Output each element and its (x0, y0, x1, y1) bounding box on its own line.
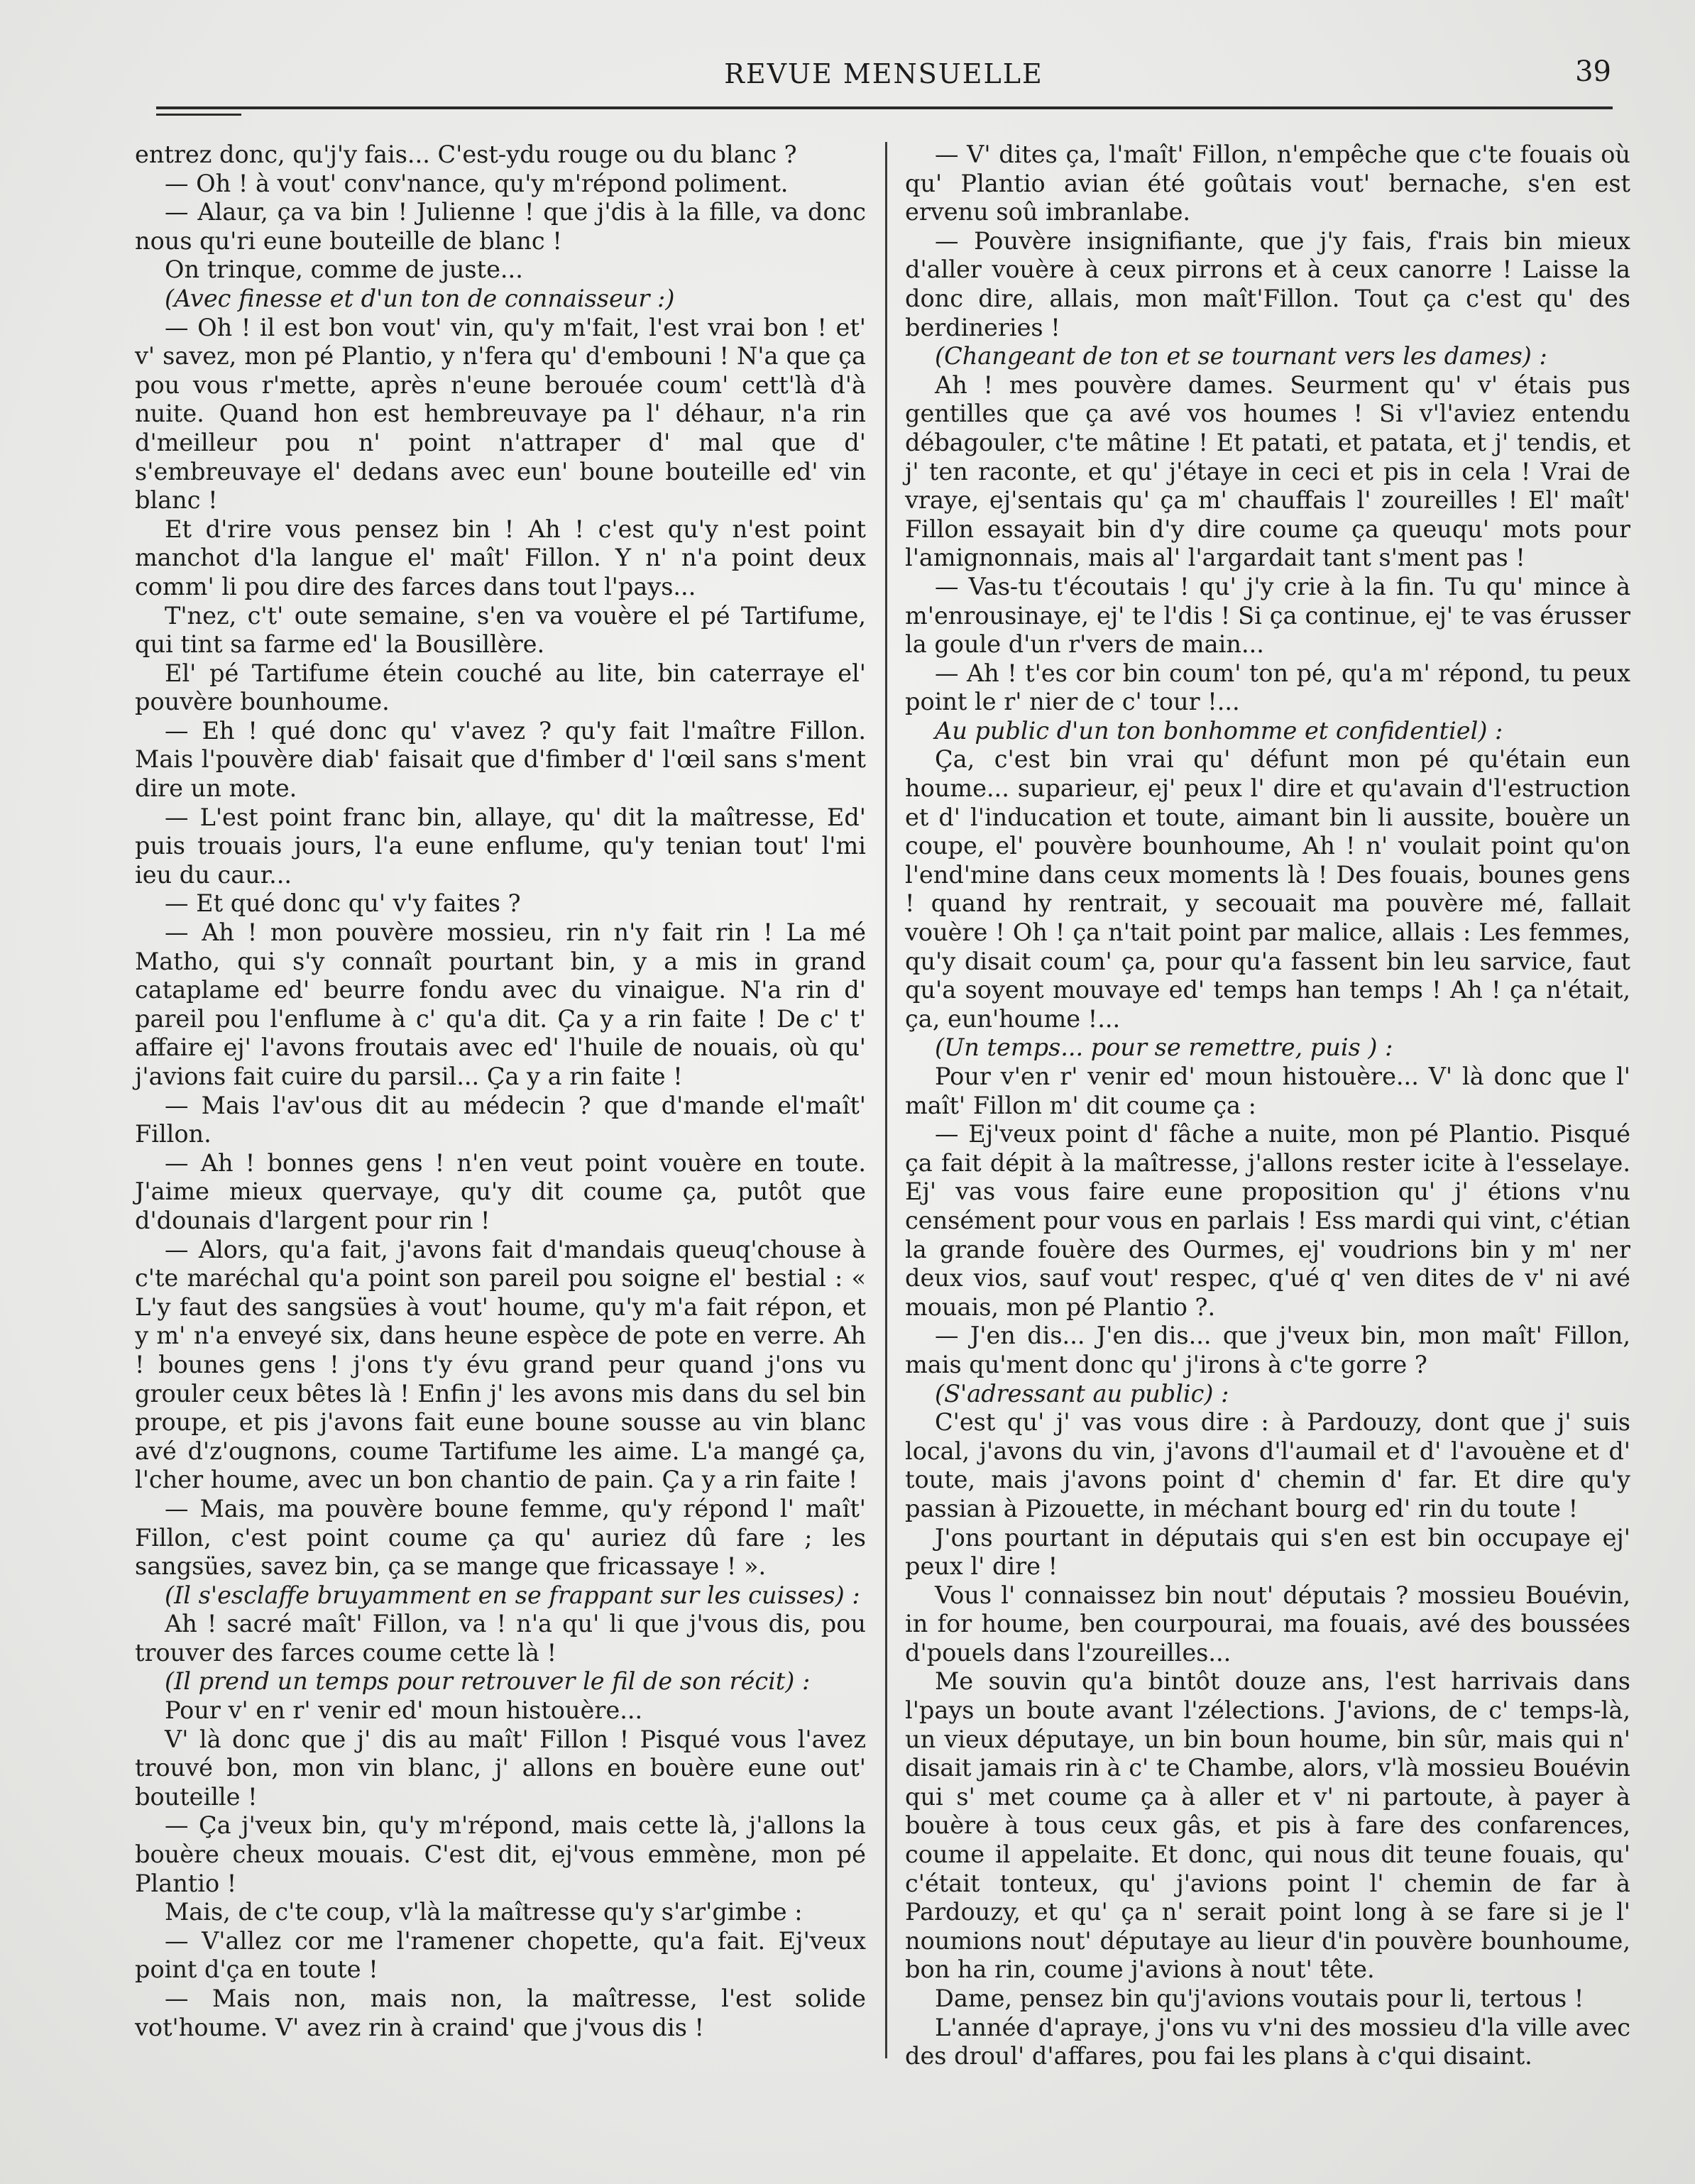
stage-direction: (Avec finesse et d'un ton de connaisseur :) (165, 284, 675, 312)
paragraph: Vous l' connaissez bin nout' députais ? mossieu Bouévin, in for houme, ben courpourai, ma fouais, avé des boussées d'pouels dans l'zoureilles... (905, 1581, 1630, 1667)
paragraph: C'est qu' j' vas vous dire : à Pardouzy, dont que j' suis local, j'avons du vin, j'avons d'l'aumail et d' l'avouène et d' toute, mais j'avons point d' chemin d' far. Et dire qu'y passian à Pizouette, in méchant bourg ed' rin du toute ! (905, 1408, 1630, 1522)
running-header (156, 51, 1611, 101)
paragraph: On trinque, comme de juste... (165, 256, 523, 284)
paragraph: Ça, c'est bin vrai qu' défunt mon pé qu'étain eun houme... suparieur, ej' peux l' dire et qu'avain d'l'estruction et d' l'inducation et toute, aimant bin li aussite, bouère un coupe, el' pouvère bounhoume, Ah ! n' voulait point qu'on l'end'mine dans ceux moments là ! Des fouais, bounes gens ! quand hy rentrait, y secouait ma pouvère mé, fallait vouère ! Oh ! ça n'tait point par malice, allais : Les femmes, qu'y disait coum' ça, pour qu'a fassent bin leu sarvice, faut qu'a soyent mouvaye ed' temps han temps ! Ah ! ça n'était, ça, eun'houme !... (905, 745, 1630, 1033)
stage-direction: (Changeant de ton et se tournant vers les dames) : (935, 342, 1547, 371)
stage-direction: (Il prend un temps pour retrouver le fil de son récit) : (165, 1667, 811, 1696)
paragraph: El' pé Tartifume étein couché au lite, bin caterraye el' pouvère bounhoume. (135, 659, 866, 716)
paragraph: — Mais non, mais non, la maîtresse, l'est solide vot'houme. V' avez rin à craind' que j'vous dis ! (135, 1985, 866, 2041)
paragraph: — Ah ! bonnes gens ! n'en veut point vouère en toute. J'aime mieux quervaye, qu'y dit coume ça, putôt que d'dounais d'largent pour rin ! (135, 1148, 866, 1234)
paragraph: Dame, pensez bin qu'j'avions voutais pour li, tertous ! (935, 1985, 1584, 2012)
journal-title: REVUE MENSUELLE (724, 58, 1043, 89)
paragraph: — Alaur, ça va bin ! Julienne ! que j'dis à la fille, va donc nous qu'ri eune bouteille de blanc ! (135, 198, 866, 255)
paragraph: Pour v' en r' venir ed' moun histouère... (165, 1696, 643, 1725)
paragraph: J'ons pourtant in députais qui s'en est bin occupaye ej' peux l' dire ! (905, 1523, 1630, 1581)
paragraph: Et d'rire vous pensez bin ! Ah ! c'est qu'y n'est point manchot d'la langue el' maît' Fillon. Y n' n'a point deux comm' li pou dire des farces dans tout l'pays... (135, 515, 866, 600)
paragraph: T'nez, c't' oute semaine, s'en va vouère el pé Tartifume, qui tint sa farme ed' la Bousillère. (135, 601, 866, 659)
paragraph: — Ah ! t'es cor bin coum' ton pé, qu'a m' répond, tu peux point le r' nier de c' tour !... (905, 659, 1630, 716)
paragraph: — Pouvère insignifiante, que j'y fais, f'rais bin mieux d'aller vouère à ceux pirrons et à ceux canorre ! Laisse la donc dire, allais, mon maît'Fillon. Tout ça c'est qu' des berdineries ! (905, 226, 1630, 341)
paragraph: L'année d'apraye, j'ons vu v'ni des mossieu d'la ville avec des droul' d'affares, pou fai les plans à c'qui disaint. (905, 2013, 1630, 2070)
paragraph: — Ça j'veux bin, qu'y m'répond, mais cette là, j'allons la bouère cheux mouais. C'est dit, ej'vous emmène, mon pé Plantio ! (135, 1811, 866, 1897)
paragraph: Ah ! sacré maît' Fillon, va ! n'a qu' li que j'vous dis, pou trouver des farces coume cette là ! (135, 1610, 866, 1667)
paragraph: — Vas-tu t'écoutais ! qu' j'y crie à la fin. Tu qu' mince à m'enrousinaye, ej' te l'dis ! Si ça continue, ej' te vas érusser la goule d'un r'vers de main... (905, 572, 1630, 659)
paragraph: — V' dites ça, l'maît' Fillon, n'empêche que c'te fouais où qu' Plantio avian été goûtais vout' bernache, s'en est ervenu soû imbranlabe. (905, 141, 1630, 226)
paragraph: — Mais, ma pouvère boune femme, qu'y répond l' maît' Fillon, c'est point coume ça qu' auriez dû fare ; les sangsües, savez bin, ça se mange que fricassaye ! ». (135, 1494, 866, 1581)
column-divider (885, 142, 887, 2058)
paragraph: entrez donc, qu'j'y fais... C'est-ydu rouge ou du blanc ? (135, 141, 797, 168)
paragraph: — Et qué donc qu' v'y faites ? (165, 889, 521, 918)
paragraph: — L'est point franc bin, allaye, qu' dit la maîtresse, Ed' puis trouais jours, l'a eune enflume, qu'y tenian tout' l'mi ieu du caur... (135, 803, 866, 889)
paragraph: Pour v'en r' venir ed' moun histouère... V' là donc que l' maît' Fillon m' dit coume ça : (905, 1063, 1630, 1119)
paragraph: — J'en dis... J'en dis... que j'veux bin, mon maît' Fillon, mais qu'ment donc qu' j'irons à c'te gorre ? (905, 1322, 1630, 1378)
paragraph: — Oh ! à vout' conv'nance, qu'y m'répond poliment. (165, 169, 789, 197)
paragraph: V' là donc que j' dis au maît' Fillon ! Pisqué vous l'avez trouvé bon, mon vin blanc, j' allons en bouère eune out' bouteille ! (135, 1725, 866, 1811)
stage-direction: (Il s'esclaffe bruyamment en se frappant sur les cuisses) : (165, 1581, 860, 1609)
paragraph: — Alors, qu'a fait, j'avons fait d'mandais queuq'chouse à c'te maréchal qu'a point son pareil pou soigne el' bestial : « L'y faut des sangsües à vout' houme, qu'y m'a fait répon, et y m' n'a enveyé six, dans heune espèce de pote en verre. Ah ! bounes gens ! j'ons t'y évu grand peur quand j'ons vu grouler ceux bêtes là ! Enfin j' les avons mis dans du sel bin proupe, et pis j'avons fait eune boune sousse au vin blanc avé d'z'ougnons, coume Tartifume les aime. L'a mangé ça, l'cher houme, avec un bon chantio de pain. Ça y a rin faite ! (135, 1235, 866, 1494)
paragraph: Mais, de c'te coup, v'là la maîtresse qu'y s'ar'gimbe : (165, 1898, 803, 1926)
header-rule-accent (156, 114, 241, 116)
page-number: 39 (1575, 55, 1611, 88)
paragraph: — Mais l'av'ous dit au médecin ? que d'mande el'maît' Fillon. (135, 1091, 866, 1148)
stage-direction: (Un temps... pour se remettre, puis ) : (935, 1033, 1393, 1062)
right-column (905, 141, 1630, 2071)
paragraph: — Oh ! il est bon vout' vin, qu'y m'fait, l'est vrai bon ! et' v' savez, mon pé Plantio, y n'fera qu' d'embouni ! N'a que ça pou vous r'mette, après n'eune berouée coum' cett'là d'à nuite. Quand hon est hembreuvaye pa l' déhaur, n'a rin d'meilleur pou n' point n'attraper d' mal que d' s'embreuvaye el' dedans avec eun' boune bouteille ed' vin blanc ! (135, 313, 866, 515)
left-column (135, 141, 866, 2042)
header-rule (156, 106, 1613, 109)
paragraph: — Ah ! mon pouvère mossieu, rin n'y fait rin ! La mé Matho, qui s'y connaît pourtant bin, y a mis in grand cataplame ed' beurre fondu avec du vinaigue. N'a rin d' pareil pou l'enflume à c' qu'a dit. Ça y a rin faite ! De c' t' affaire ej' l'avons froutais avec ed' l'huile de nouais, où qu' j'avions fait cuire du parsil... Ça y a rin faite ! (135, 918, 866, 1090)
paragraph: Ah ! mes pouvère dames. Seurment qu' v' étais pus gentilles que ça avé vos houmes ! Si v'l'aviez entendu débagouler, c'te mâtine ! Et patati, et patata, et j' tendis, et j' ten raconte, et qu' j'étaye in ceci et pis in cela ! Vrai de vraye, ej'sentais qu' ça m' chauffais l' zoureilles ! El' maît' Fillon essayait bin d'y dire coume ça queuqu' mots pour l'amignonnais, mais al' l'argardait tant s'ment pas ! (905, 371, 1630, 572)
paragraph: — Eh ! qué donc qu' v'avez ? qu'y fait l'maître Fillon. Mais l'pouvère diab' faisait que d'fimber d' l'œil sans s'ment dire un mote. (135, 716, 866, 803)
stage-direction: Au public d'un ton bonhomme et confidentiel) : (935, 716, 1503, 745)
paragraph: — Ej'veux point d' fâche a nuite, mon pé Plantio. Pisqué ça fait dépit à la maîtresse, j'allons rester icite à l'esselaye. Ej' vas vous faire eune proposition qu' j' étions v'nu censément pour vous en parlais ! Ess mardi qui vint, c'étian la grande fouère des Ourmes, ej' voudrions bin y m' ner deux vios, sauf vout' respec, q'ué q' ven dites de v' ni avé mouais, mon pé Plantio ?. (905, 1120, 1630, 1321)
paragraph: — V'allez cor me l'ramener chopette, qu'a fait. Ej'veux point d'ça en toute ! (135, 1926, 866, 1984)
paragraph: Me souvin qu'a bintôt douze ans, l'est harrivais dans l'pays un boute avant l'zélections. J'avions, de c' temps-là, un vieux députaye, un bin boun houme, bin sûr, mais qui n' disait jamais rin à c' te Chambe, alors, v'là mossieu Bouévin qui s' met coume ça à aller et v' ni partoute, à payer à bouère à tous ceux gâs, et pis à fare des confarences, coume il appelaite. Et donc, qui nous dit teune fouais, qu' c'était tonteux, qu' j'avions point l' chemin de far à Pardouzy, et qu' ça n' serait point long à se fare si je l' noumions nout' députaye au lieur d'in pouvère bounhoume, bon ha rin, coume j'avions à nout' tête. (905, 1667, 1630, 1984)
stage-direction: (S'adressant au public) : (935, 1379, 1229, 1407)
